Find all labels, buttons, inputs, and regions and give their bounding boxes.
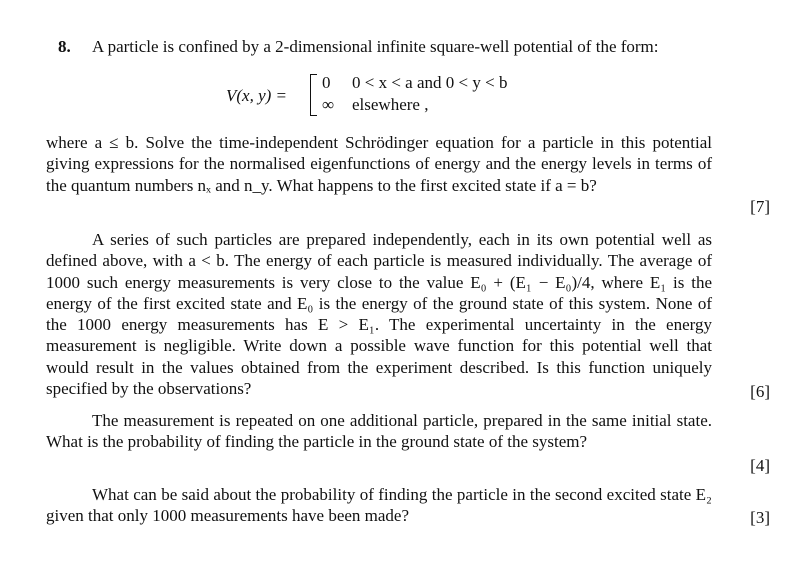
question-number: 8.	[58, 37, 71, 56]
marks-part-c: [4]	[750, 456, 770, 475]
case1-condition: 0 < x < a and 0 < y < b	[352, 73, 508, 92]
equation-bracket	[310, 74, 317, 116]
question-intro: A particle is confined by a 2-dimensional infinite square-well potential of the form:	[92, 37, 659, 56]
case1-value: 0	[322, 73, 331, 92]
paragraph-second-excited-state: What can be said about the probability of finding the particle in the second excited state E₂ given that only 1000 measurements have been made?	[46, 485, 712, 526]
case2-condition: elsewhere ,	[352, 95, 429, 114]
equation-case-outside	[322, 94, 428, 115]
marks-part-a: [7]	[750, 197, 770, 216]
paragraph-measurements: A series of such particles are prepared independently, each in its own potential well as defined above, with a < b. The energy of each particle is measured individually. The average of 1000 such energy measurements is very close to the value E₀ + (E₁ − E₀)/4, where E₁ is the energy of the first excited state and E₀ is the energy of the ground state of this system. None of the 1000 energy measurements has E > E₁. The experimental uncertainty in the energy measurement is negligible. Write down a possible wave function for this potential well that would result in the values obtained from the experiment described. Is this function uniquely specified by the observations?	[46, 230, 712, 399]
equation-lhs: V(x, y) =	[226, 86, 288, 105]
case2-value: ∞	[322, 95, 335, 114]
marks-part-b: [6]	[750, 382, 770, 401]
paragraph-ground-state-probability: The measurement is repeated on one additional particle, prepared in the same initial state. What is the probability of finding the particle in the ground state of the system?	[46, 411, 712, 452]
paragraph-eigenfunctions: where a ≤ b. Solve the time-independent Schrödinger equation for a particle in this potential giving expressions for the normalised eigenfunctions of energy and the energy levels in terms of the quantum numbers nₓ and n_y. What happens to the first excited state if a = b?	[46, 133, 712, 195]
marks-part-d: [3]	[750, 508, 770, 527]
question-header	[58, 36, 758, 57]
equation-case-inside	[322, 72, 507, 93]
